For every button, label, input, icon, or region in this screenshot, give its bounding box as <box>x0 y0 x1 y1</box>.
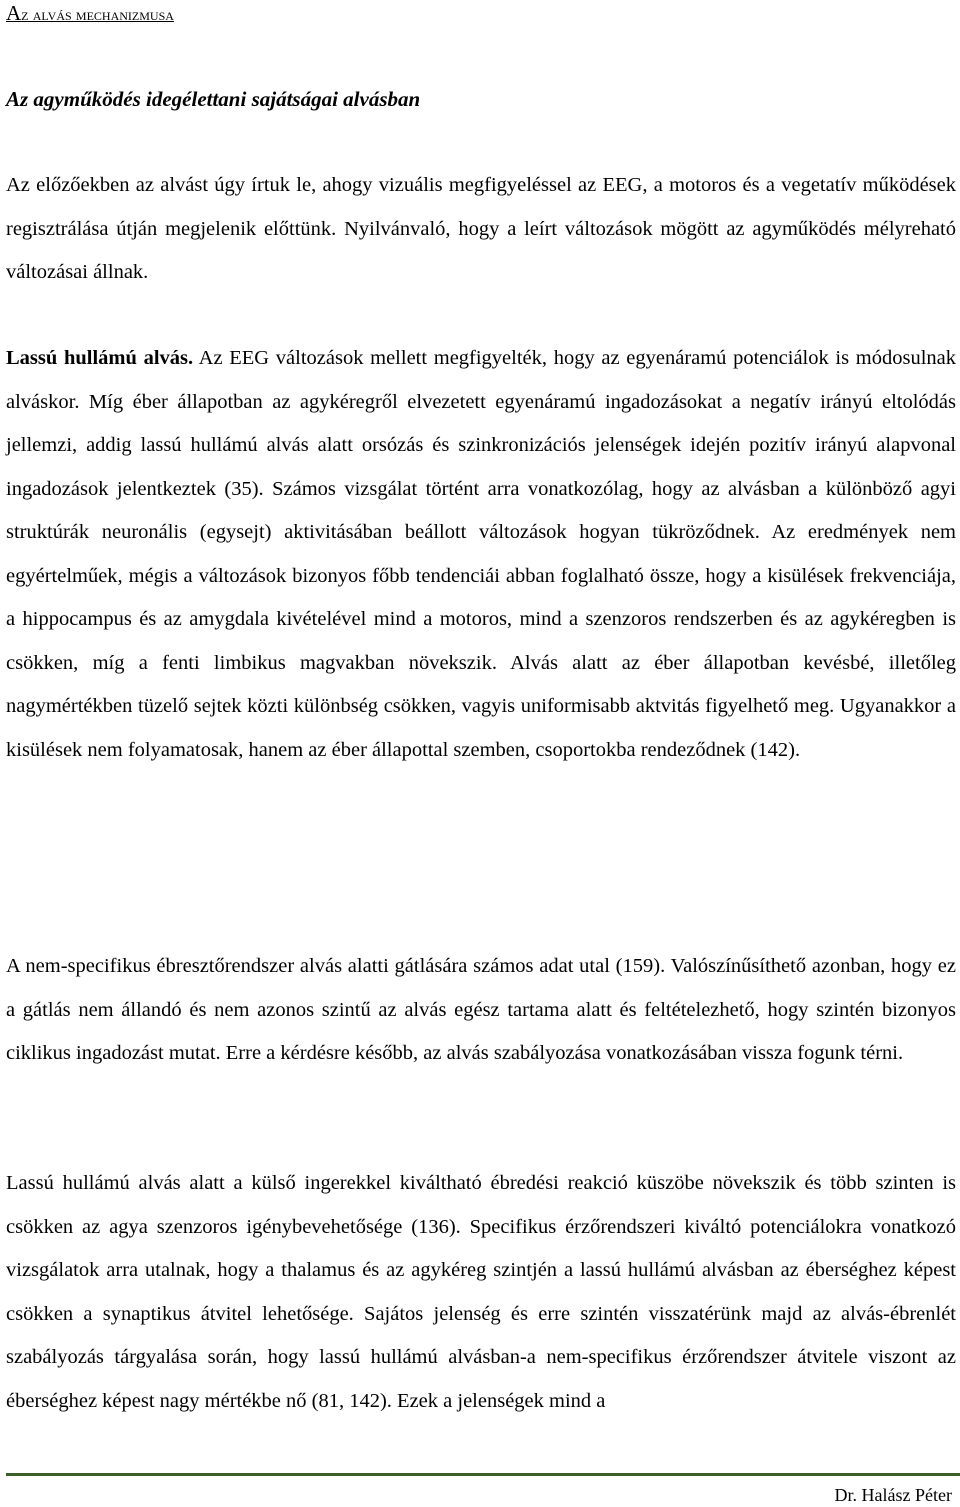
paragraph-slow-wave-sleep <box>6 337 956 772</box>
document-title-rest: z alvás mechanizmusa <box>21 5 174 24</box>
paragraph-arousal-system: A nem-specifikus ébresztőrendszer alvás alatti gátlására számos adat utal (159). Valószínűsíthető azonban, hogy ez a gátlás nem állandó és nem azonos szintű az alvás egész tartama alatt és feltételezhető, hogy szintén bizonyos ciklikus ingadozást mutat. Erre a kérdésre később, az alvás szabályozása vonatkozásában vissza fogunk térni. <box>6 955 956 1064</box>
paragraph-intro: Az előzőekben az alvást úgy írtuk le, ahogy vizuális megfigyeléssel az EEG, a motoros és a vegetatív működések regisztrálása útján megjelenik előttünk. Nyilvánvaló, hogy a leírt változások mögött az agyműködés mélyreható változásai állnak. <box>6 174 956 283</box>
document-title-initial: A <box>6 1 22 25</box>
paragraph-body: Az EEG változások mellett megfigyelték, hogy az egyenáramú potenciálok is módosulnak alváskor. Míg éber állapotban az agykéregről elvezetett egyenáramú ingadozásokat a negatív irányú eltolódás jellemzi, addig lassú hullámú alvás alatt orsózás és szinkronizációs jelenségek idején pozitív irányú alapvonal ingadozások jelentkeztek (35). Számos vizsgálat történt arra vonatkozólag, hogy az alvásban a különböző agyi struktúrák neuronális (egysejt) aktivitásában beállott változások hogyan tükröződnek. Az eredmények nem egyértelműek, mégis a változások bizonyos főbb tendenciái abban foglalható össze, hogy a kisülések frekvenciája, a hippocampus és az amygdala kivételével mind a motoros, mind a szenzoros rendszerben és az agykéregben is csökken, míg a fenti limbikus magvakban növekszik. Alvás alatt az éber állapotban kevésbé, illetőleg nagymértékben tüzelő sejtek közti különbség csökken, vagyis uniformisabb aktvitás figyelhető meg. Ugyanakkor a kisülések nem folyamatosak, hanem az éber állapottal szemben, csoportokba rendeződnek (142). <box>6 347 957 761</box>
paragraph-lead-term: Lassú hullámú alvás. <box>6 347 194 369</box>
paragraph-sensory-input: Lassú hullámú alvás alatt a külső ingerekkel kiváltható ébredési reakció küszöbe növekszik és több szinten is csökken az agya szenzoros igénybevehetősége (136). Specifikus érzőrendszeri kiváltó potenciálokra vonatkozó vizsgálatok arra utalnak, hogy a thalamus és az agykéreg szintjén a lassú hullámú alvásban az éberséghez képest csökken a synaptikus átvitel lehetősége. Sajátos jelenség és erre szintén visszatérünk majd az alvás-ébrenlét szabályozás tárgyalása során, hogy lassú hullámú alvásban-a nem-specifikus érzőrendszer átvitele viszont az éberséghez képest nagy mértékbe nő (81, 142). Ezek a jelenségek mind a <box>6 1172 956 1412</box>
footer-rule <box>6 1473 960 1476</box>
document-title <box>6 2 174 26</box>
footer-author: Dr. Halász Péter <box>834 1485 952 1505</box>
section-heading: Az agyműködés idegélettani sajátságai alvásban <box>6 87 421 111</box>
